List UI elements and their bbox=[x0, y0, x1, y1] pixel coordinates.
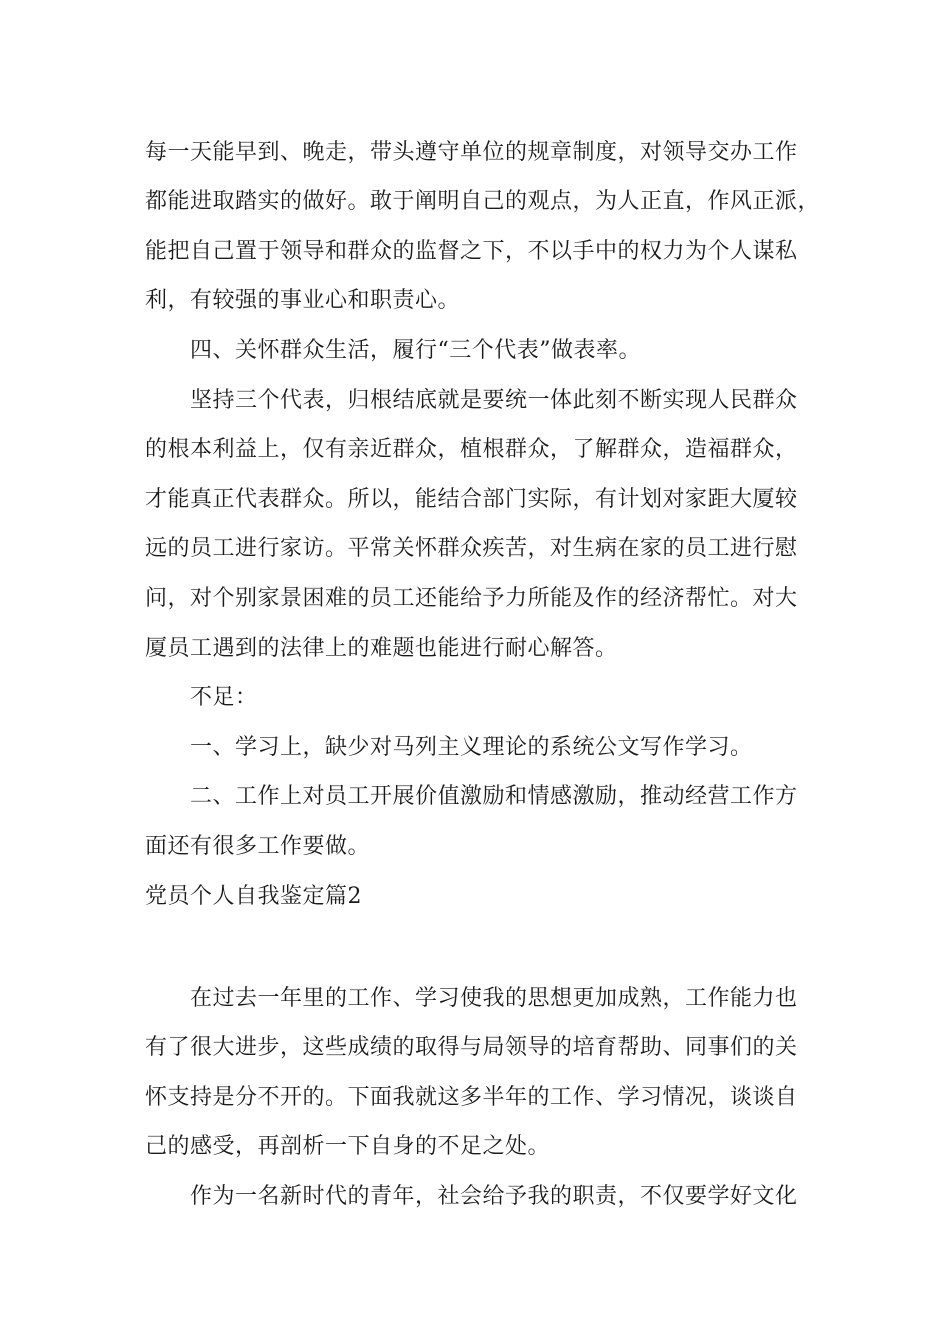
paragraph-line: 的根本利益上，仅有亲近群众，植根群众，了解群众，造福群众， bbox=[145, 437, 798, 462]
paragraph-line: 厦员工遇到的法律上的难题也能进行耐心解答。 bbox=[145, 636, 618, 661]
paragraph-line: 面还有很多工作要做。 bbox=[145, 834, 371, 859]
paragraph-line: 坚持三个代表，归根结底就是要统一体此刻不断实现人民群众 bbox=[190, 388, 798, 413]
paragraph-line: 远的员工进行家访。平常关怀群众疾苦，对生病在家的员工进行慰 bbox=[145, 536, 798, 561]
paragraph-line: 怀支持是分不开的。下面我就这多半年的工作、学习情况，谈谈自 bbox=[145, 1085, 798, 1110]
paragraph-line: 都能进取踏实的做好。敢于阐明自己的观点，为人正直，作风正派， bbox=[145, 189, 821, 214]
paragraph-line: 一、学习上，缺少对马列主义理论的系统公文写作学习。 bbox=[190, 735, 753, 760]
paragraph-line: 二、工作上对员工开展价值激励和情感激励，推动经营工作方 bbox=[190, 784, 798, 809]
paragraph-line: 有了很大进步，这些成绩的取得与局领导的培育帮助、同事们的关 bbox=[145, 1035, 798, 1060]
paragraph-line: 才能真正代表群众。所以，能结合部门实际，有计划对家距大厦较 bbox=[145, 487, 798, 512]
section-heading: 四、关怀群众生活，履行“三个代表”做表率。 bbox=[190, 338, 641, 363]
paragraph-line: 能把自己置于领导和群众的监督之下，不以手中的权力为个人谋私 bbox=[145, 239, 798, 264]
paragraph-line: 利，有较强的事业心和职责心。 bbox=[145, 288, 461, 313]
shortcomings-label: 不足： bbox=[190, 685, 258, 710]
paragraph-line: 在过去一年里的工作、学习使我的思想更加成熟，工作能力也 bbox=[190, 986, 798, 1011]
paragraph-line: 作为一名新时代的青年，社会给予我的职责，不仅要学好文化 bbox=[190, 1184, 798, 1209]
paragraph-line: 己的感受，再剖析一下自身的不足之处。 bbox=[145, 1134, 551, 1159]
section-title: 党员个人自我鉴定篇2 bbox=[145, 884, 362, 909]
paragraph-line: 问，对个别家景困难的员工还能给予力所能及作的经济帮忙。对大 bbox=[145, 586, 798, 611]
paragraph-line: 每一天能早到、晚走，带头遵守单位的规章制度，对领导交办工作 bbox=[145, 140, 798, 165]
